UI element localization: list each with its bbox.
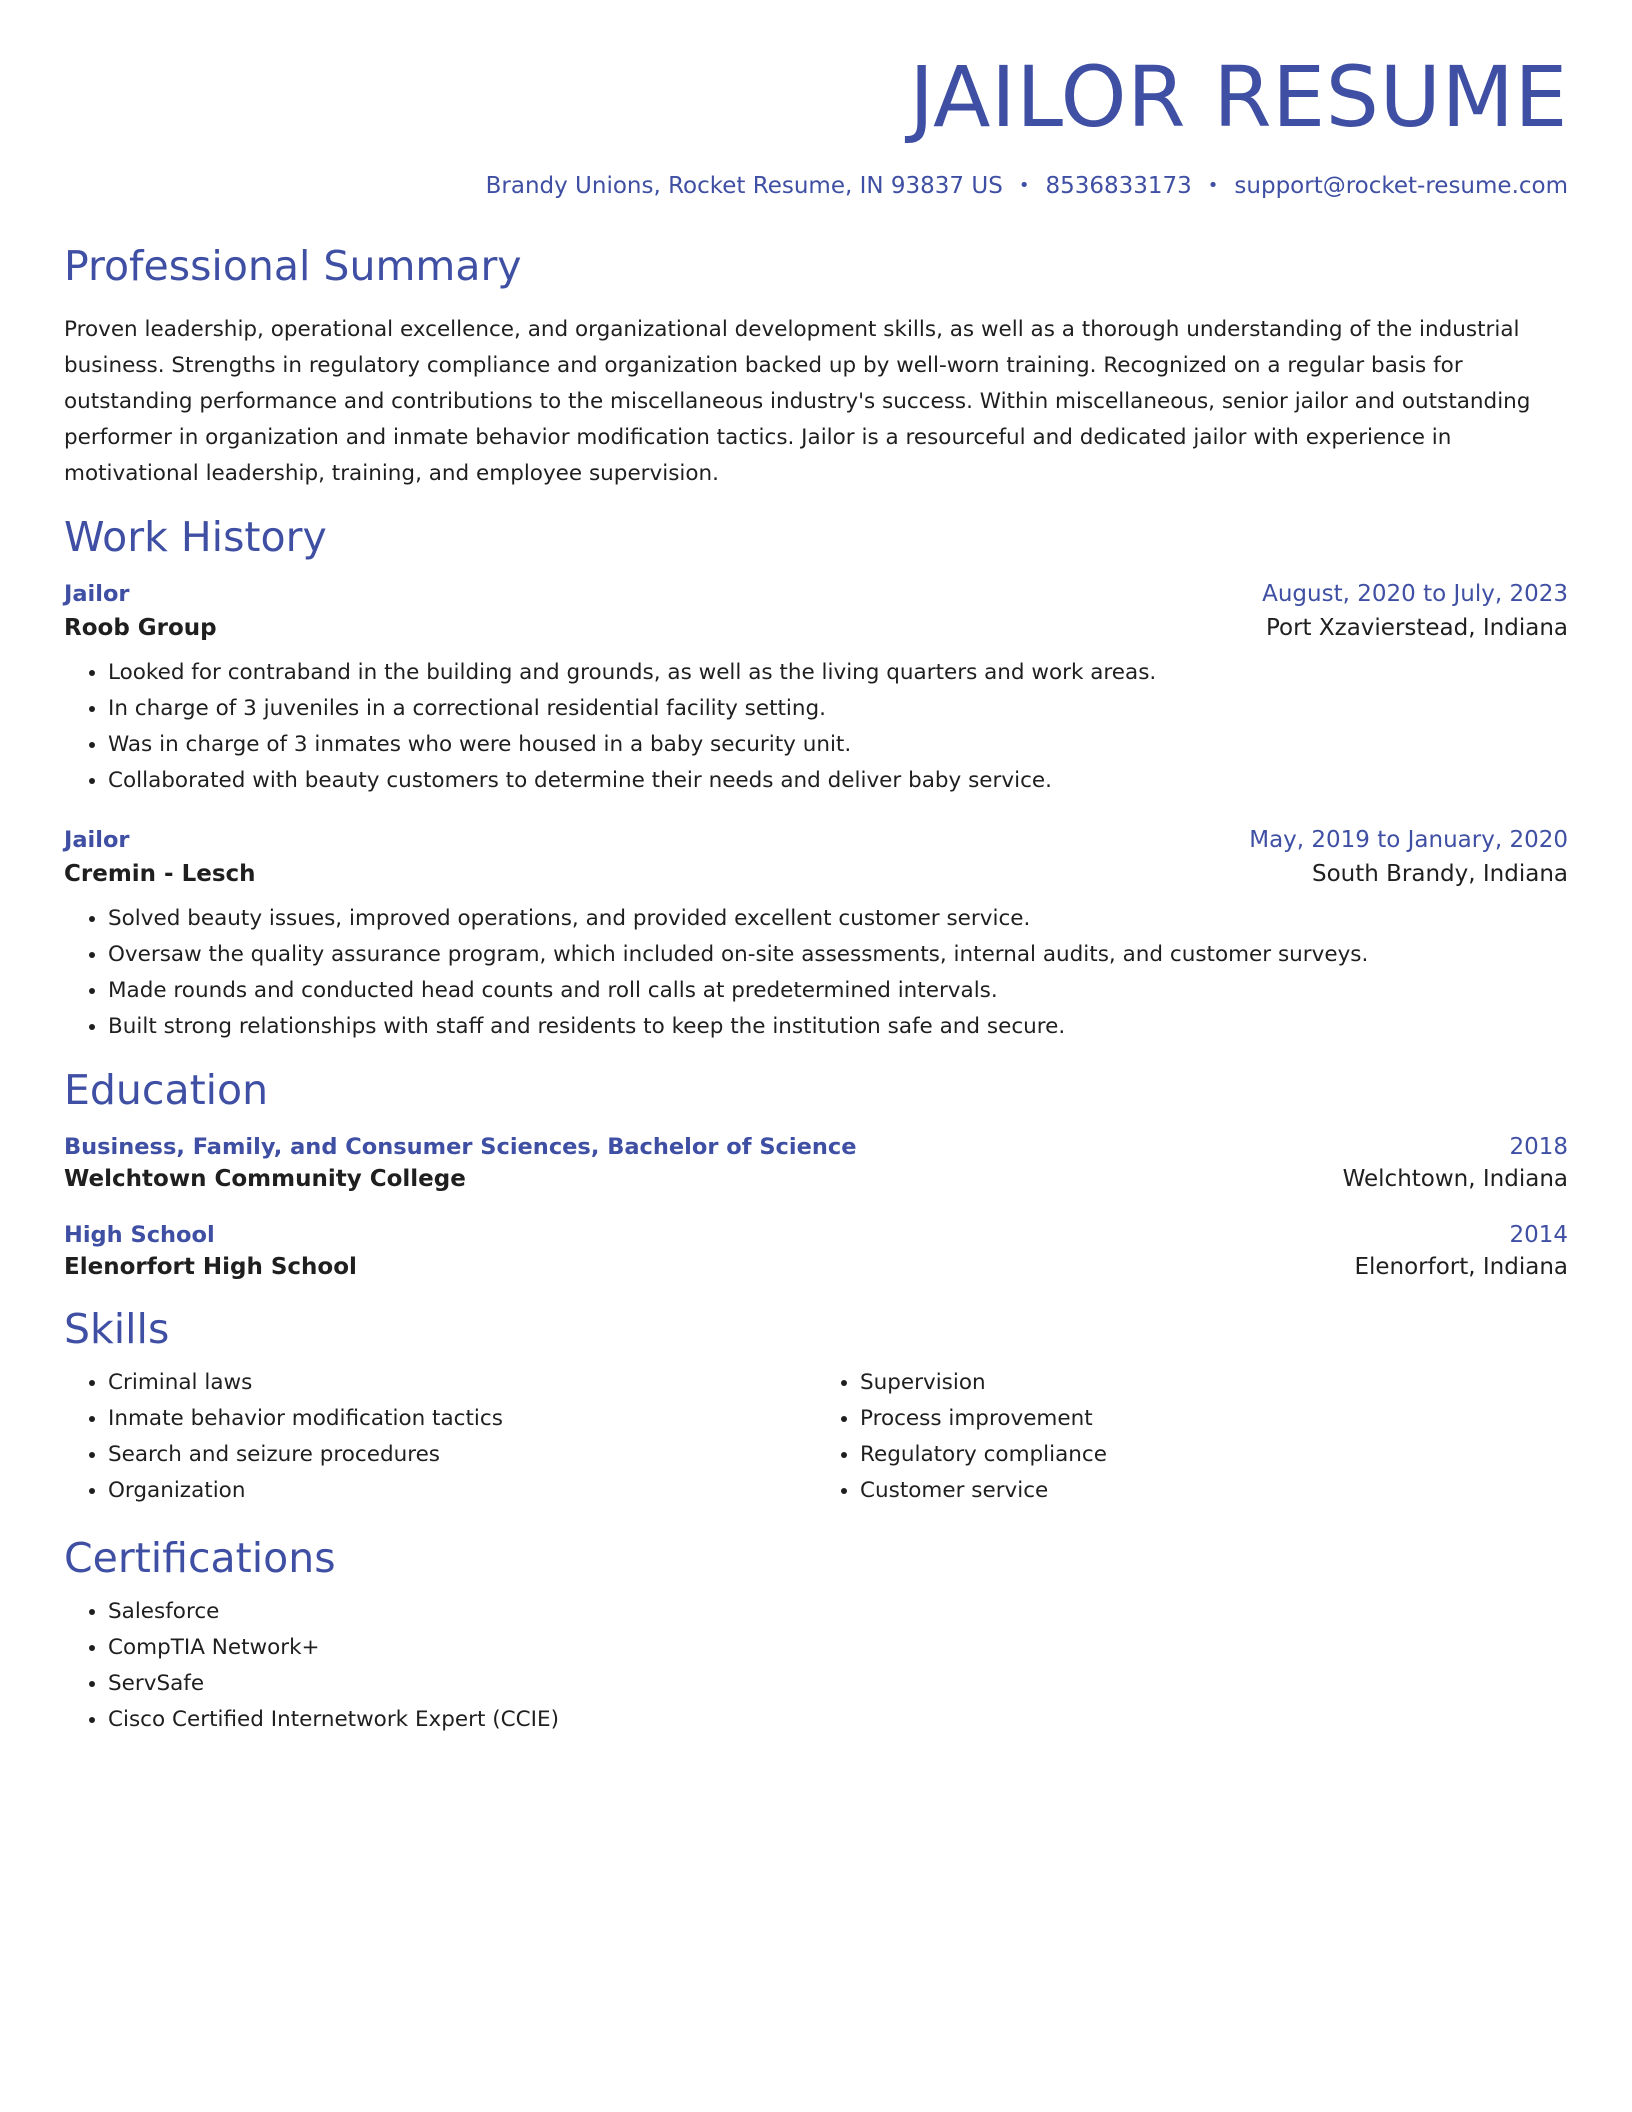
job-title: Jailor [64,827,130,853]
school: Elenorfort High School [64,1254,357,1281]
degree: High School [64,1222,215,1249]
school-row [64,1166,1568,1192]
list-item: • Looked for contraband in the building and grounds, as well as the living quarters and work areas. [108,655,1568,691]
list-item: • Regulatory compliance [860,1437,1568,1473]
work-history-heading: Work History [64,512,327,561]
list-item: • Inmate behavior modification tactics [108,1401,816,1437]
summary-heading: Professional Summary [64,241,522,290]
list-item: • Solved beauty issues, improved operations, and provided excellent customer service. [108,901,1568,937]
job-dates: May, 2019 to January, 2020 [1249,827,1568,853]
job-location: Port Xzavierstead, Indiana [1265,615,1568,641]
list-item: • Was in charge of 3 inmates who were housed in a baby security unit. [108,727,1568,763]
list-item: • Salesforce [108,1594,1568,1630]
list-item: • ServSafe [108,1666,1568,1702]
list-item: • Made rounds and conducted head counts and roll calls at predetermined intervals. [108,973,1568,1009]
email-link[interactable]: support@rocket-resume.com [1234,172,1568,199]
contact-line [64,173,1568,199]
graduation-year: 2014 [1509,1222,1568,1249]
employer: Roob Group [64,615,217,641]
employer-row [64,615,1568,641]
employer: Cremin - Lesch [64,861,256,887]
list-item: • Collaborated with beauty customers to determine their needs and deliver baby service. [108,763,1568,799]
degree-row [64,1222,1568,1248]
list-item: • Oversaw the quality assurance program, which included on-site assessments, internal audits, and customer surveys. [108,937,1568,973]
skills-columns [64,1365,1568,1509]
phone: 8536833173 [1045,172,1192,199]
job-title-row [64,827,1568,853]
school: Welchtown Community College [64,1166,466,1193]
list-item: • Criminal laws [108,1365,816,1401]
job-bullets [64,655,1568,799]
certifications-list [64,1594,1568,1738]
graduation-year: 2018 [1509,1134,1568,1161]
list-item: • In charge of 3 juveniles in a correctional residential facility setting. [108,691,1568,727]
summary-text: Proven leadership, operational excellence, and organizational development skills, as well as a thorough understanding of the industrial business. Strengths in regulatory compliance and organization backed up by well-worn training. Recognized on a regular basis for outstanding performance and contributions to the miscellaneous industry's success. Within miscellaneous, senior jailor and outstanding performer in organization and inmate behavior modification tactics. Jailor is a resourceful and dedicated jailor with experience in motivational leadership, training, and employee supervision. [64,316,1531,486]
degree-row [64,1134,1568,1160]
job-dates: August, 2020 to July, 2023 [1262,581,1568,607]
list-item: • CompTIA Network+ [108,1630,1568,1666]
degree: Business, Family, and Consumer Sciences, Bachelor of Science [64,1134,857,1161]
education-entry [64,1134,1568,1192]
job-title-row [64,581,1568,607]
school-location: Welchtown, Indiana [1342,1166,1568,1193]
job-title: Jailor [64,581,130,607]
list-item: • Supervision [860,1365,1568,1401]
school-location: Elenorfort, Indiana [1354,1254,1568,1281]
list-item: • Cisco Certified Internetwork Expert (CCIE) [108,1702,1568,1738]
resume-page [64,48,1568,1738]
job-entry [64,827,1568,1045]
list-item: • Organization [108,1473,816,1509]
address: Brandy Unions, Rocket Resume, IN 93837 US [485,172,1003,199]
list-item: • Built strong relationships with staff and residents to keep the institution safe and secure. [108,1009,1568,1045]
skills-list-right [816,1365,1568,1509]
list-item: • Customer service [860,1473,1568,1509]
separator-dot: • [1018,174,1030,196]
separator-dot: • [1207,174,1219,196]
resume-title: JAILOR RESUME [909,48,1568,146]
list-item: • Search and seizure procedures [108,1437,816,1473]
education-entry [64,1222,1568,1280]
school-row [64,1254,1568,1280]
job-bullets [64,901,1568,1045]
list-item: • Process improvement [860,1401,1568,1437]
certifications-heading: Certifications [64,1534,336,1583]
job-entry [64,581,1568,799]
skills-heading: Skills [64,1305,170,1354]
education-heading: Education [64,1066,269,1114]
skills-list-left [64,1365,816,1509]
employer-row [64,861,1568,887]
job-location: South Brandy, Indiana [1311,861,1568,887]
